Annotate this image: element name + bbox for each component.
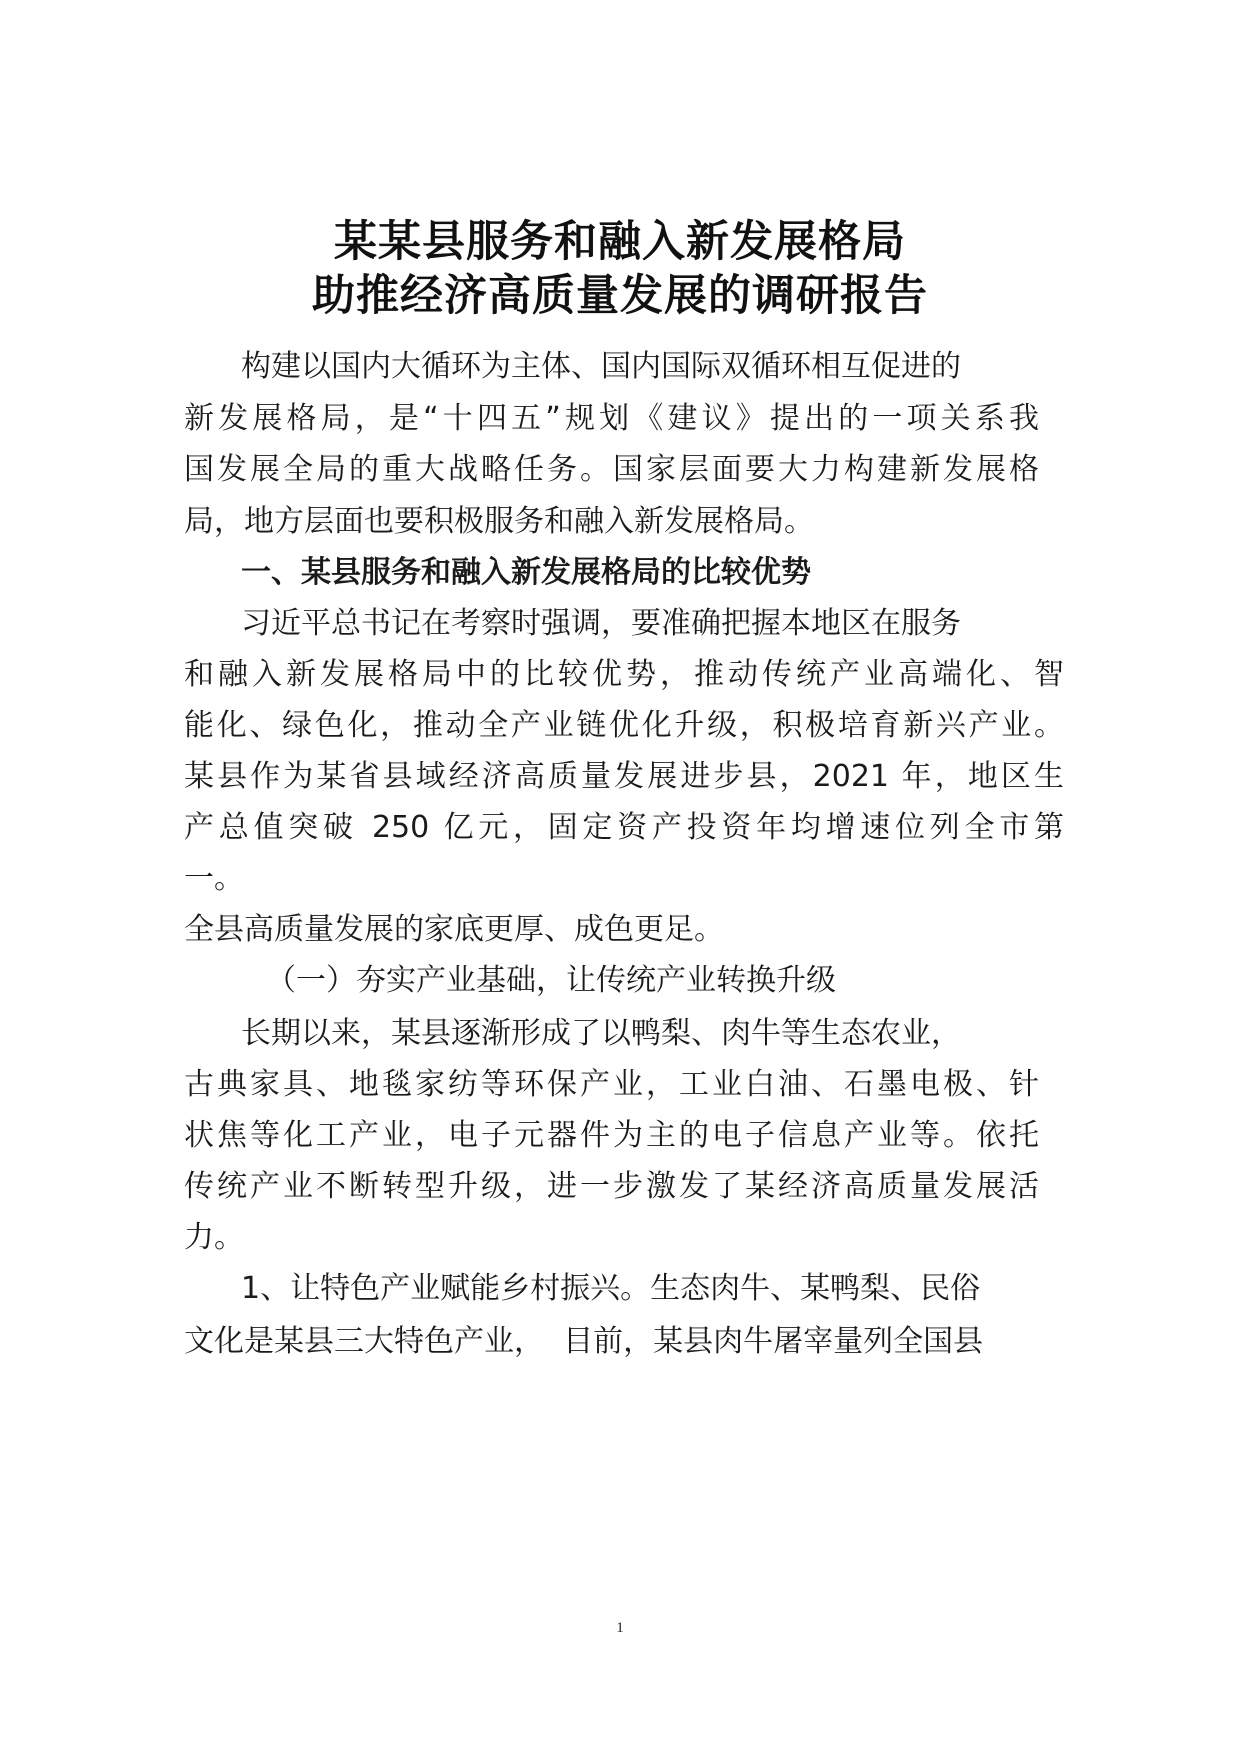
- paragraph-2-line-4: 某县作为某省县域经济高质量发展进步县，2021 年，地区生: [184, 759, 1064, 794]
- paragraph-2-line-2: 和融入新发展格局中的比较优势，推动传统产业高端化、智: [184, 657, 1064, 692]
- paragraph-1-line-3: 国发展全局的重大战略任务。国家层面要大力构建新发展格: [184, 452, 1039, 487]
- subsection-heading-1: （一）夯实产业基础，让传统产业转换升级: [266, 963, 836, 998]
- paragraph-1-line-1: 构建以国内大循环为主体、国内国际双循环相互促进的: [241, 349, 961, 384]
- paragraph-4-line-1: 1、让特色产业赋能乡村振兴。生态肉牛、某鸭梨、民俗: [241, 1271, 981, 1306]
- section-heading-1: 一、某县服务和融入新发展格局的比较优势: [241, 555, 811, 590]
- document-title-line-2: 助推经济高质量发展的调研报告: [312, 271, 928, 321]
- document-title-line-1: 某某县服务和融入新发展格局: [334, 217, 906, 267]
- paragraph-2-line-5: 产总值突破 250 亿元，固定资产投资年均增速位列全市第: [184, 810, 1064, 845]
- paragraph-2-line-6: 一。: [184, 861, 244, 896]
- paragraph-2-line-7: 全县高质量发展的家底更厚、成色更足。: [184, 912, 724, 947]
- paragraph-1-line-2: 新发展格局，是“十四五”规划《建议》提出的一项关系我: [184, 401, 1039, 436]
- paragraph-3-line-1: 长期以来，某县逐渐形成了以鸭梨、肉牛等生态农业，: [241, 1016, 961, 1051]
- paragraph-4-line-2: 文化是某县三大特色产业， 目前，某县肉牛屠宰量列全国县: [184, 1324, 984, 1359]
- paragraph-2-line-1: 习近平总书记在考察时强调，要准确把握本地区在服务: [241, 606, 961, 641]
- paragraph-3-line-5: 力。: [184, 1220, 244, 1255]
- paragraph-2-line-3: 能化、绿色化，推动全产业链优化升级，积极培育新兴产业。: [184, 708, 1064, 743]
- paragraph-1-line-4: 局，地方层面也要积极服务和融入新发展格局。: [184, 504, 814, 539]
- paragraph-3-line-3: 状焦等化工产业，电子元器件为主的电子信息产业等。依托: [184, 1118, 1039, 1153]
- page-number: 1: [616, 1620, 624, 1636]
- paragraph-3-line-2: 古典家具、地毯家纺等环保产业，工业白油、石墨电极、针: [184, 1067, 1039, 1102]
- paragraph-3-line-4: 传统产业不断转型升级，进一步激发了某经济高质量发展活: [184, 1169, 1039, 1204]
